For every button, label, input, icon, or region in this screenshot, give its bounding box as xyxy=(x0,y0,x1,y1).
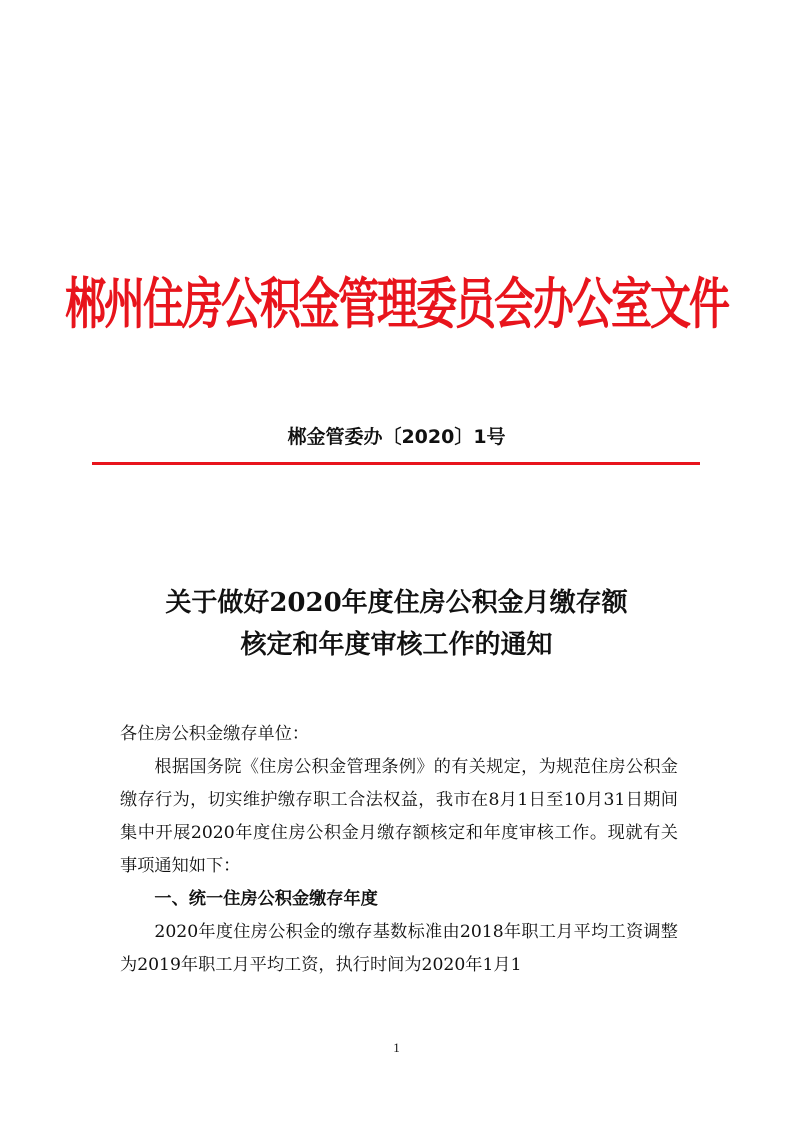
document-number: 郴金管委办〔2020〕1号 xyxy=(287,426,506,448)
body-paragraph-2: 2020年度住房公积金的缴存基数标准由2018年职工月平均工资调整为2019年职工月平均工资，执行时间为2020年1月1 xyxy=(120,922,678,975)
body-paragraph-1: 根据国务院《住房公积金管理条例》的有关规定，为规范住房公积金缴存行为，切实维护缴存职工合法权益，我市在8月1日至10月31日期间集中开展2020年度住房公积金月缴存额核定和年度审核工作。现就有关事项通知如下： xyxy=(120,757,678,876)
issuing-office-header: 郴州住房公积金管理委员会办公室文件 xyxy=(65,271,728,337)
notice-title-line-1: 关于做好2020年度住房公积金月缴存额 xyxy=(165,588,628,618)
page-number: 1 xyxy=(393,1040,400,1055)
salutation: 各住房公积金缴存单位： xyxy=(120,724,310,744)
notice-title xyxy=(0,582,793,666)
notice-title-line-2: 核定和年度审核工作的通知 xyxy=(240,630,553,660)
red-divider-line xyxy=(92,462,700,465)
section-heading-1: 一、统一住房公积金缴存年度 xyxy=(154,889,378,909)
notice-body xyxy=(120,718,678,982)
